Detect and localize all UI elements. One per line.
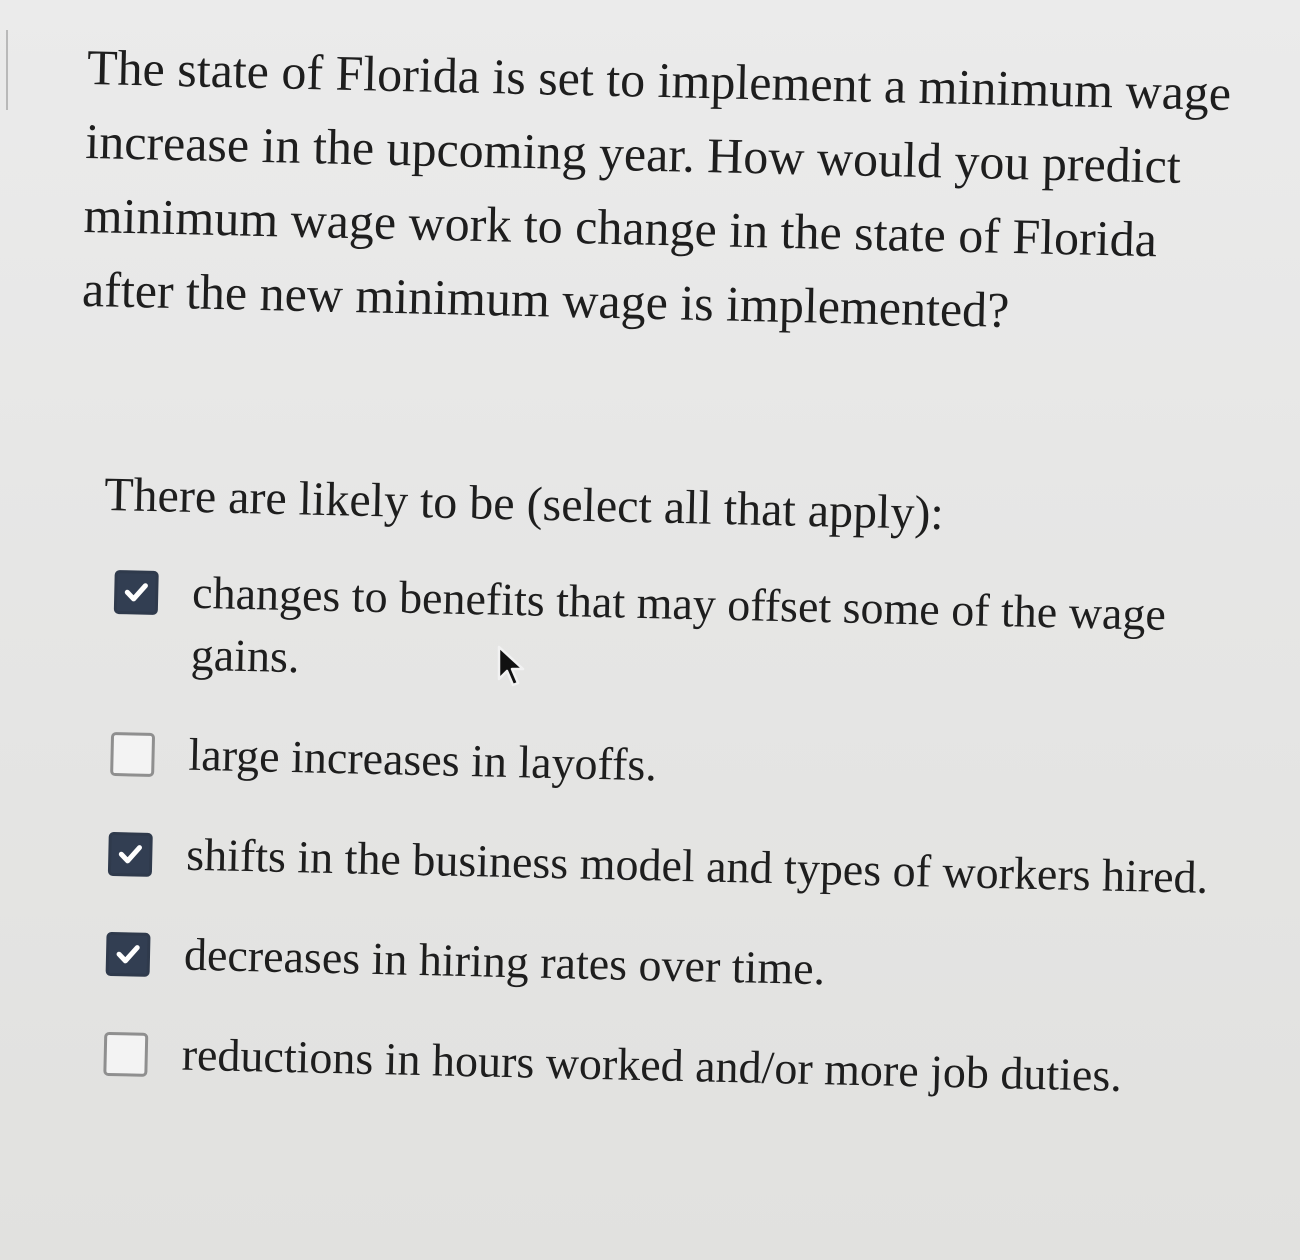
option-label: shifts in the business model and types of workers hired.	[185, 828, 1209, 903]
option-business-model-shifts[interactable]	[108, 822, 1229, 909]
option-benefits-changes[interactable]	[112, 560, 1235, 709]
checkmark-icon	[113, 939, 144, 970]
option-hours-reductions[interactable]	[103, 1022, 1224, 1109]
option-label: reductions in hours worked and/or more job duties.	[181, 1028, 1123, 1101]
checkbox[interactable]	[110, 732, 155, 777]
window-edge	[0, 30, 8, 110]
option-label: large increases in layoffs.	[188, 728, 658, 791]
option-label: decreases in hiring rates over time.	[183, 928, 826, 995]
mouse-pointer-icon	[496, 645, 526, 691]
option-hiring-decreases[interactable]	[105, 922, 1226, 1009]
option-label: changes to benefits that may offset some of the wage gains.	[190, 566, 1167, 683]
question-text: The state of Florida is set to implement a minimum wage increase in the upcoming year. How would you predict minimum wage work to change in the state of Florida after the new minimum wage is implemented?	[81, 38, 1232, 338]
checkbox[interactable]	[103, 1032, 148, 1077]
option-layoffs[interactable]	[110, 722, 1231, 809]
select-all-prompt: There are likely to be (select all that apply):	[103, 467, 945, 541]
checkbox[interactable]	[114, 570, 159, 615]
checkbox[interactable]	[106, 932, 151, 977]
checkmark-icon	[121, 577, 152, 608]
checkbox[interactable]	[108, 832, 153, 877]
checkmark-icon	[115, 839, 146, 870]
answer-options	[103, 560, 1235, 1109]
